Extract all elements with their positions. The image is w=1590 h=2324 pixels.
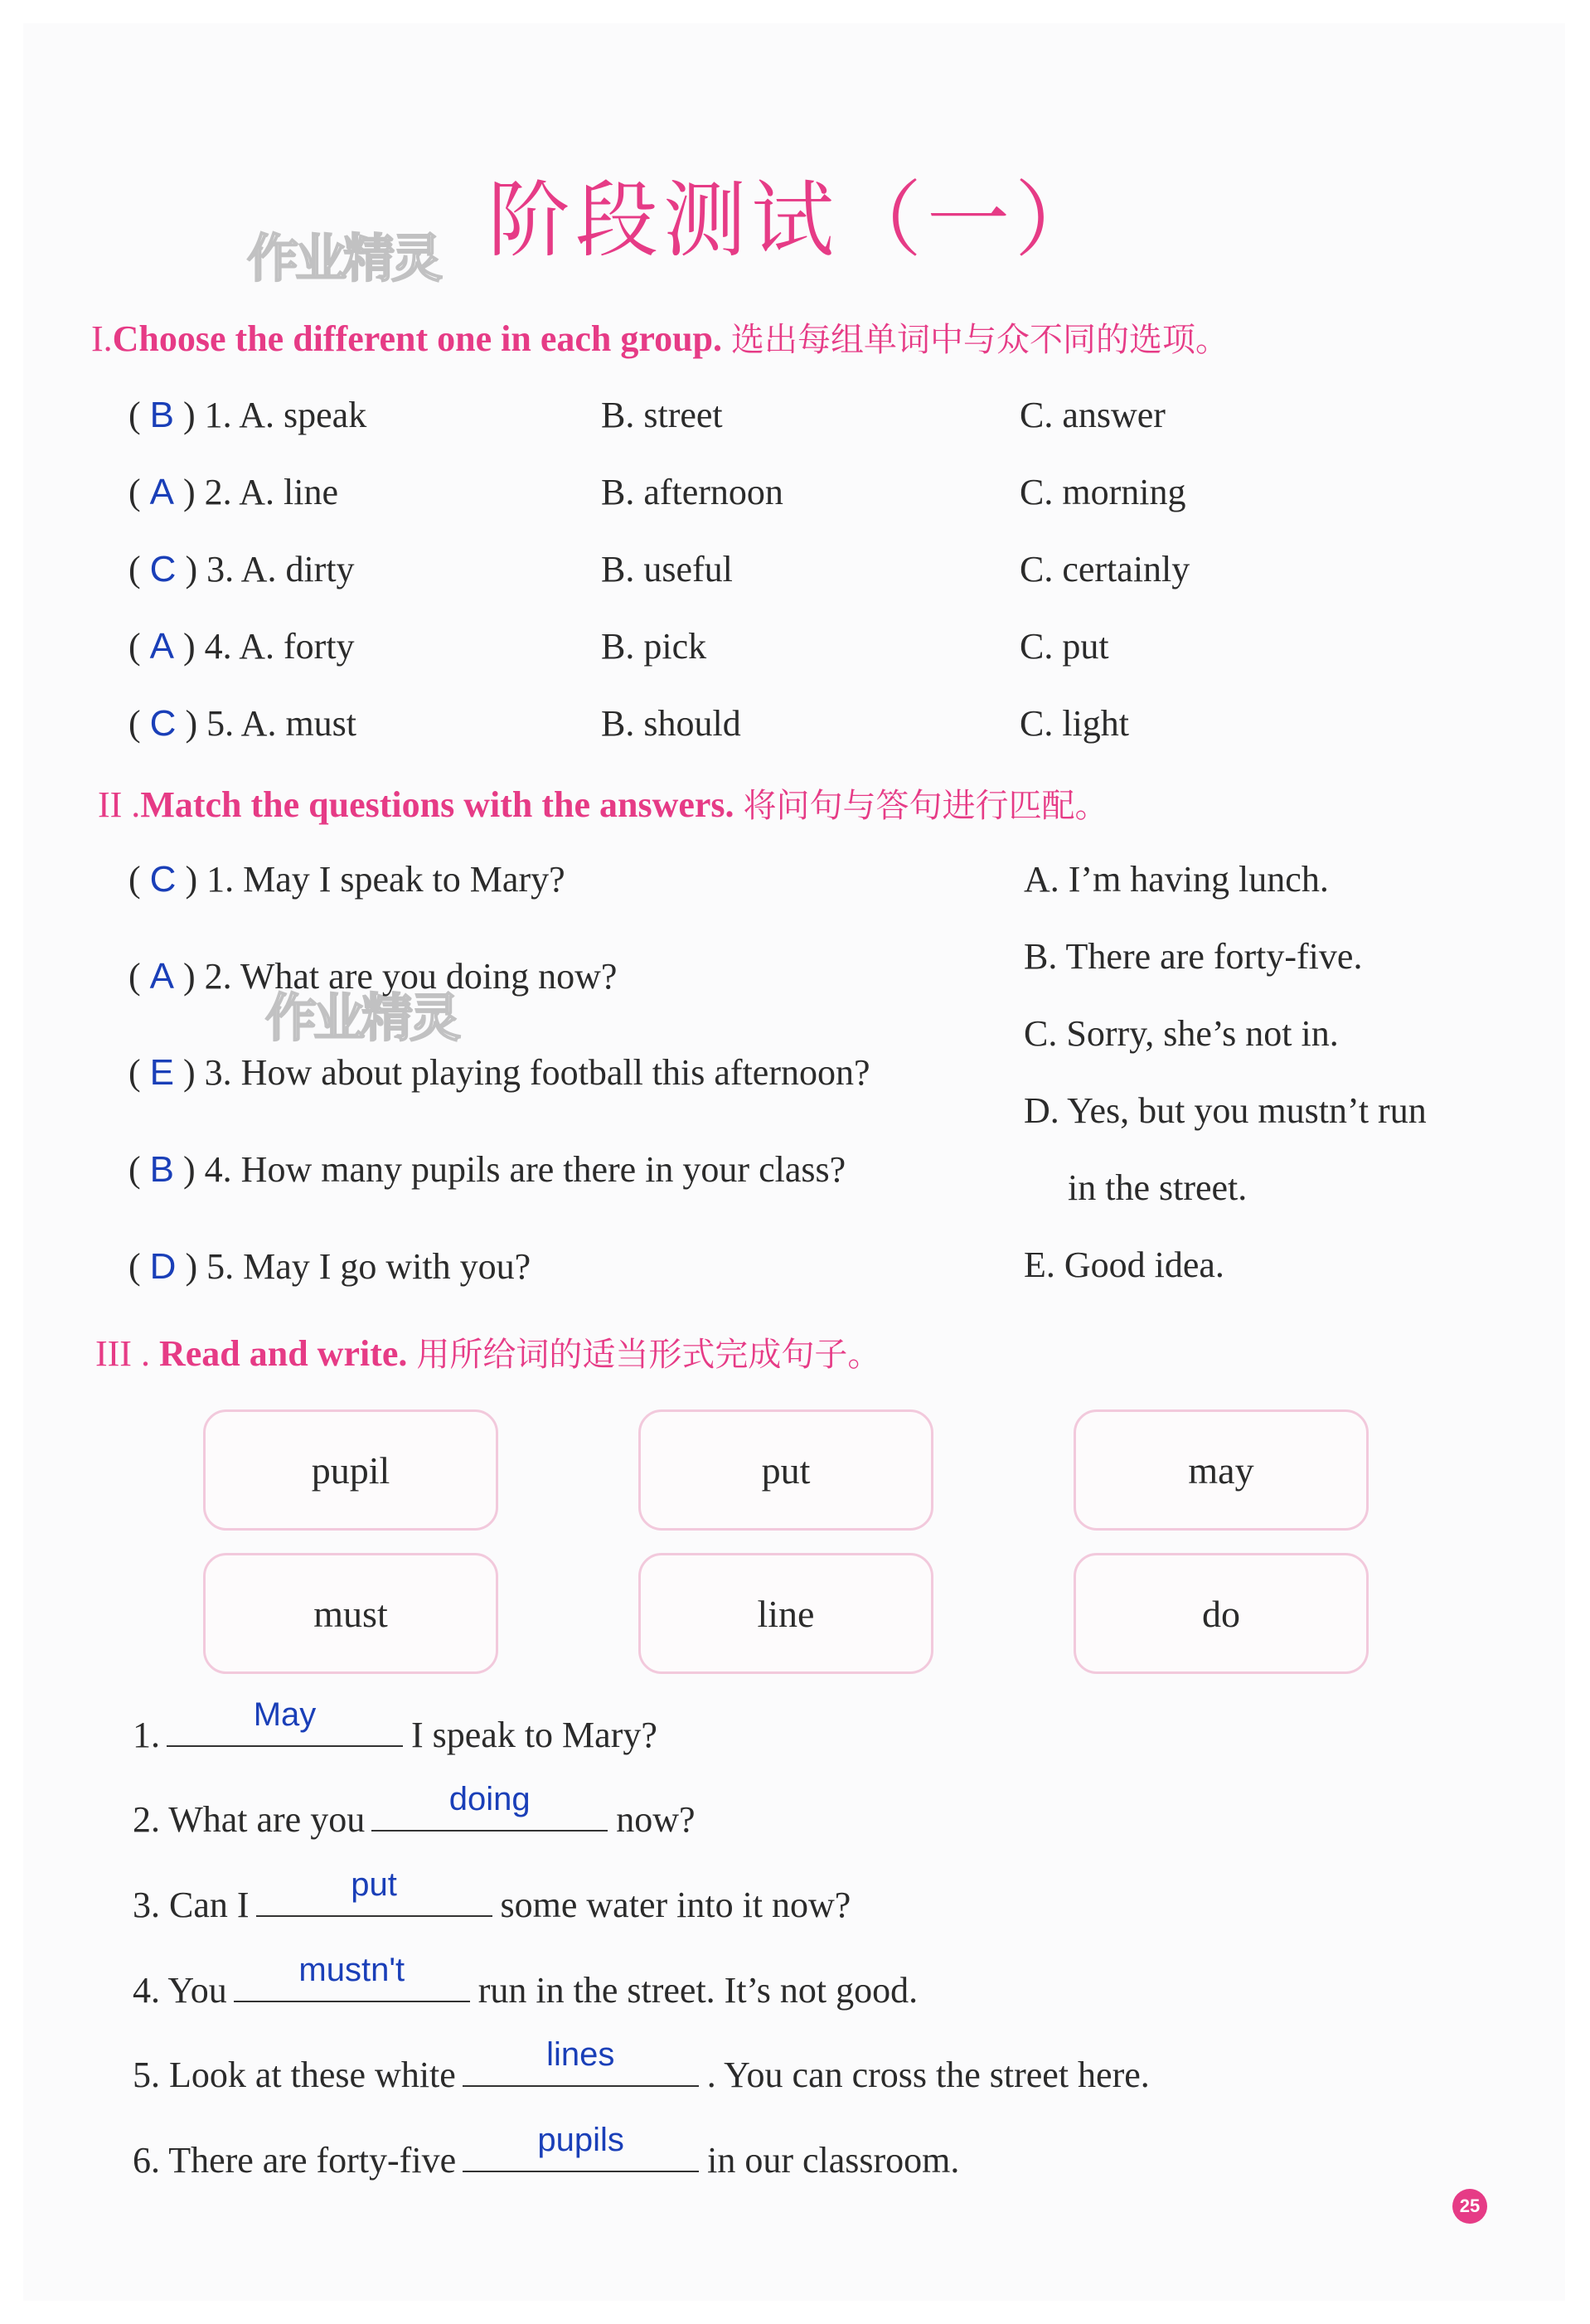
option-c: C. morning — [1020, 472, 1186, 512]
list-item: ( A ) 2. What are you doing now? — [128, 956, 618, 997]
watermark-middle: 作业精灵 — [265, 987, 458, 1048]
answer-option: C. Sorry, she’s not in. — [1024, 1013, 1339, 1054]
answer-blank: lines — [463, 2052, 699, 2087]
answer-blank: pupils — [463, 2137, 699, 2172]
answer-option: E. Good idea. — [1024, 1244, 1224, 1285]
answer-blank: doing — [371, 1797, 608, 1832]
word-box: may — [1074, 1409, 1369, 1531]
option-b: B. should — [601, 703, 741, 744]
word-box: pupil — [203, 1409, 498, 1531]
answer-option: B. There are forty-five. — [1024, 936, 1363, 977]
page-number: 25 — [1452, 2189, 1487, 2224]
list-item: ( C ) 3. A. dirty — [128, 549, 355, 589]
word-box: do — [1074, 1553, 1369, 1674]
list-item: ( C ) 5. A. must — [128, 703, 357, 744]
answer-option: A. I’m having lunch. — [1024, 859, 1329, 900]
answer-option-continued: in the street. — [1068, 1167, 1248, 1208]
list-item: ( A ) 2. A. line — [128, 472, 339, 512]
page-title: 阶段测试（一） — [487, 172, 1103, 269]
list-item: ( B ) 4. How many pupils are there in your class? — [128, 1149, 846, 1190]
watermark-top: 作业精灵 — [247, 228, 440, 289]
sentence: 2. What are you doing now? — [133, 1781, 696, 1840]
option-c: C. light — [1020, 703, 1130, 744]
sentence: 4. You mustn't run in the street. It’s not good. — [133, 1952, 919, 2011]
section3-heading: III . Read and write. 用所给词的适当形式完成句子。 — [95, 1333, 881, 1374]
word-box: must — [203, 1553, 498, 1674]
option-b: B. street — [601, 395, 723, 435]
answer-blank: May — [167, 1712, 403, 1747]
answer-option: D. Yes, but you mustn’t run — [1024, 1090, 1427, 1131]
option-c: C. answer — [1020, 395, 1166, 435]
option-c: C. put — [1020, 626, 1109, 667]
list-item: ( A ) 4. A. forty — [128, 626, 355, 667]
word-box: put — [638, 1409, 933, 1531]
answer-blank: mustn't — [234, 1967, 470, 2002]
section2-heading: II .Match the questions with the answers. 将问句与答句进行匹配。 — [98, 784, 1108, 825]
list-item: ( C ) 1. May I speak to Mary? — [128, 859, 565, 900]
word-box: line — [638, 1553, 933, 1674]
sentence: 1. May I speak to Mary? — [133, 1696, 657, 1755]
section1-heading: I.Choose the different one in each group. 选出每组单词中与众不同的选项。 — [91, 318, 1229, 359]
option-b: B. pick — [601, 626, 707, 667]
option-c: C. certainly — [1020, 549, 1190, 589]
list-item: ( D ) 5. May I go with you? — [128, 1246, 531, 1287]
sentence: 6. There are forty-five pupils in our classroom. — [133, 2122, 960, 2181]
option-b: B. useful — [601, 549, 733, 589]
list-item: ( E ) 3. How about playing football this afternoon? — [128, 1052, 870, 1093]
answer-blank: put — [256, 1882, 492, 1917]
sentence: 3. Can I put some water into it now? — [133, 1866, 851, 1925]
option-b: B. afternoon — [601, 472, 783, 512]
sentence: 5. Look at these white lines . You can cross the street here. — [133, 2036, 1150, 2095]
list-item: ( B ) 1. A. speak — [128, 395, 367, 435]
